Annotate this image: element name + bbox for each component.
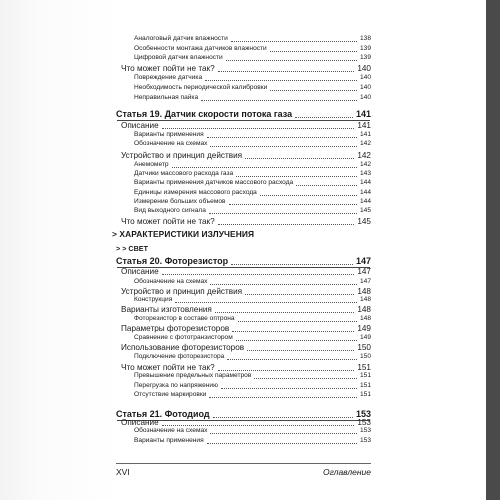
toc-leader-dots	[254, 378, 357, 379]
toc-entry	[134, 180, 371, 187]
toc-entry-page: 150	[357, 343, 371, 352]
toc-entry-title: Повреждение датчика	[134, 74, 203, 81]
toc-entry-title: Единицы измерения массового расхода	[134, 189, 257, 196]
toc-entry	[121, 364, 371, 372]
section-heading: > ХАРАКТЕРИСТИКИ ИЗЛУЧЕНИЯ	[112, 229, 255, 239]
toc-entry-page: 153	[359, 427, 371, 434]
toc-entry-page: 151	[357, 363, 371, 372]
toc-entry-page: 141	[355, 109, 371, 119]
page-edge-bar	[486, 0, 500, 500]
toc-entry-title: Описание	[121, 121, 159, 130]
toc-entry-title: Параметры фоторезисторов	[121, 324, 230, 333]
toc-entry	[121, 344, 371, 352]
toc-leader-dots	[218, 224, 355, 225]
toc-entry-page: 140	[359, 94, 371, 101]
toc-entry-page: 145	[359, 207, 371, 214]
toc-leader-dots	[162, 274, 355, 275]
toc-leader-dots	[236, 340, 357, 341]
footer-page-number: XVI	[116, 467, 130, 477]
toc-entry-title: Что может пойти не так?	[121, 363, 215, 372]
toc-leader-dots	[270, 51, 357, 52]
toc-leader-dots	[238, 321, 357, 322]
toc-entry	[134, 141, 371, 148]
toc-entry-page: 147	[357, 267, 371, 276]
toc-leader-dots	[205, 80, 357, 81]
toc-entry	[134, 85, 371, 92]
toc-leader-dots	[236, 176, 357, 177]
toc-entry-title: Цифровой датчик влажности	[134, 54, 223, 61]
toc-entry-title: Перегрузка по напряжению	[134, 382, 219, 389]
toc-leader-dots	[231, 264, 353, 265]
toc-leader-dots	[209, 397, 357, 398]
toc-entry	[134, 297, 371, 304]
toc-leader-dots	[270, 90, 357, 91]
toc-entry-page: 142	[359, 161, 371, 168]
toc-entry	[121, 65, 371, 73]
toc-entry-title: Что может пойти не так?	[121, 64, 215, 73]
toc-entry-title: Устройство и принцип действия	[121, 287, 243, 296]
toc-entry-page: 142	[359, 140, 371, 147]
toc-entry-page: 153	[355, 409, 371, 419]
toc-entry-page: 149	[359, 334, 371, 341]
toc-entry-page: 143	[359, 170, 371, 177]
toc-leader-dots	[207, 443, 357, 444]
toc-entry-title: Варианты применения	[134, 437, 204, 444]
toc-leader-dots	[201, 100, 357, 101]
toc-leader-dots	[226, 60, 357, 61]
toc-entry	[134, 171, 371, 178]
toc-entry-title: Отсутствие маркировки	[134, 391, 207, 398]
toc-entry	[134, 75, 371, 82]
toc-leader-dots	[175, 302, 357, 303]
toc-entry-title: Особенности монтажа датчиков влажности	[134, 45, 267, 52]
toc-entry-title: Описание	[121, 418, 159, 427]
toc-entry-title: Устройство и принцип действия	[121, 151, 243, 160]
toc-entry	[134, 316, 371, 323]
toc-entry-title: Что может пойти не так?	[121, 217, 215, 226]
toc-leader-dots	[247, 350, 354, 351]
toc-entry-title: Статья 19. Датчик скорости потока газа	[116, 109, 293, 119]
toc-entry-page: 141	[359, 131, 371, 138]
toc-leader-dots	[162, 128, 355, 129]
toc-entry-title: Аналоговый датчик влажности	[134, 35, 228, 42]
toc-entry-page: 142	[357, 151, 371, 160]
toc-entry-page: 139	[359, 45, 371, 52]
toc-entry-title: Обозначение на схемах	[134, 278, 208, 285]
toc-leader-dots	[245, 158, 354, 159]
toc-entry-page: 140	[357, 64, 371, 73]
section-subheading: > > СВЕТ	[116, 244, 148, 253]
toc-entry-page: 150	[359, 353, 371, 360]
toc-entry	[121, 325, 371, 333]
toc-leader-dots	[210, 284, 357, 285]
toc-entry-title: Анемометр	[134, 161, 169, 168]
toc-entry-title: Статья 21. Фотодиод	[116, 409, 210, 419]
toc-entry-title: Обозначение на схемах	[134, 427, 208, 434]
toc-entry	[134, 132, 371, 139]
toc-entry-page: 144	[359, 198, 371, 205]
toc-leader-dots	[227, 359, 357, 360]
toc-leader-dots	[229, 204, 357, 205]
toc-entry	[121, 306, 371, 314]
toc-entry-page: 139	[359, 54, 371, 61]
toc-entry	[134, 438, 371, 445]
toc-entry	[116, 110, 371, 119]
toc-entry	[134, 36, 371, 43]
toc-entry-title: Датчики массового расхода газа	[134, 170, 234, 177]
toc-entry	[134, 335, 371, 342]
toc-entry-title: Варианты применения датчиков массового расхода	[134, 179, 294, 186]
toc-entry-page: 151	[359, 382, 371, 389]
toc-leader-dots	[231, 41, 357, 42]
toc-leader-dots	[209, 213, 357, 214]
toc-entry-page: 141	[357, 121, 371, 130]
toc-leader-dots	[210, 146, 357, 147]
toc-entry-title: Превышение предельных параметров	[134, 372, 252, 379]
toc-leader-dots	[232, 331, 354, 332]
toc-entry-title: Сравнение с фототранзистором	[134, 334, 233, 341]
toc-leader-dots	[245, 294, 354, 295]
toc-entry-page: 138	[359, 35, 371, 42]
toc-entry-page: 145	[357, 217, 371, 226]
toc-entry-page: 148	[359, 296, 371, 303]
toc-entry	[121, 152, 371, 160]
toc-entry	[134, 354, 371, 361]
toc-entry	[134, 392, 371, 399]
toc-entry	[134, 55, 371, 62]
toc-entry	[134, 373, 371, 380]
toc-entry-title: Обозначение на схемах	[134, 140, 208, 147]
toc-entry-title: Измерение больших объемов	[134, 198, 226, 205]
toc-entry-page: 140	[359, 74, 371, 81]
toc-entry-title: Неправильная пайка	[134, 94, 199, 101]
toc-entry	[134, 279, 371, 286]
toc-entry-title: Вид выходного сигнала	[134, 207, 206, 214]
toc-entry-title: Фоторезистор в составе оптрона	[134, 315, 235, 322]
toc-entry-page: 147	[355, 256, 371, 266]
toc-entry-page: 148	[357, 287, 371, 296]
toc-leader-dots	[218, 71, 355, 72]
toc-leader-dots	[295, 117, 353, 118]
toc-entry	[134, 46, 371, 53]
toc-entry	[121, 419, 371, 427]
toc-entry	[121, 122, 371, 130]
toc-entry	[121, 288, 371, 296]
toc-entry-title: Использование фоторезисторов	[121, 343, 245, 352]
toc-entry	[134, 208, 371, 215]
toc-entry-title: Необходимость периодической калибровки	[134, 84, 268, 91]
toc-entry-page: 148	[359, 315, 371, 322]
toc-entry	[134, 190, 371, 197]
toc-entry-page: 148	[357, 305, 371, 314]
toc-entry	[134, 383, 371, 390]
toc-leader-dots	[221, 388, 357, 389]
toc-entry-title: Варианты применения	[134, 131, 204, 138]
toc-entry-page: 140	[359, 84, 371, 91]
toc-entry	[134, 162, 371, 169]
toc-leader-dots	[260, 195, 357, 196]
toc-leader-dots	[210, 433, 357, 434]
toc-entry-page: 151	[359, 391, 371, 398]
toc-entry-title: Конструкция	[134, 296, 173, 303]
toc-entry	[121, 218, 371, 226]
toc-leader-dots	[213, 417, 353, 418]
toc-entry-page: 144	[359, 189, 371, 196]
footer-divider	[116, 463, 371, 464]
toc-entry-title: Подключение фоторезистора	[134, 353, 225, 360]
toc-entry	[116, 257, 371, 266]
toc-entry-title: Статья 20. Фоторезистор	[116, 256, 229, 266]
toc-entry-title: Варианты изготовления	[121, 305, 212, 314]
footer-label: Оглавление	[322, 467, 371, 477]
toc-entry	[121, 268, 371, 276]
toc-entry	[134, 428, 371, 435]
toc-entry-title: Описание	[121, 267, 159, 276]
toc-leader-dots	[172, 167, 357, 168]
toc-entry-page: 147	[359, 278, 371, 285]
toc-entry-page: 144	[359, 179, 371, 186]
toc-entry	[134, 199, 371, 206]
toc-entry	[134, 95, 371, 102]
toc-entry-page: 151	[359, 372, 371, 379]
toc-entry-page: 153	[357, 418, 371, 427]
toc-entry-page: 149	[357, 324, 371, 333]
toc-leader-dots	[296, 185, 357, 186]
toc-leader-dots	[215, 312, 354, 313]
toc-entry-page: 153	[359, 437, 371, 444]
toc-leader-dots	[207, 137, 357, 138]
